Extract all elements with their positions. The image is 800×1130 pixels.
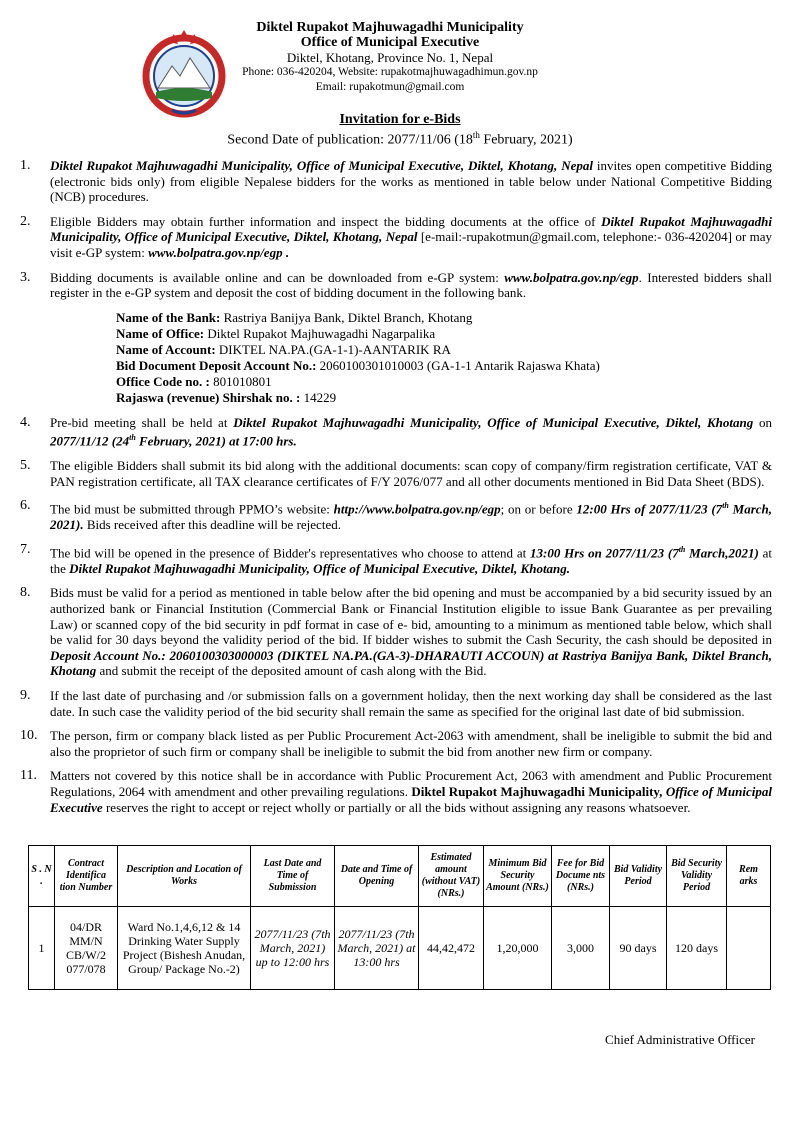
cell-submission: 2077/11/23 (7th March, 2021) up to 12:00 hrs [251, 907, 335, 990]
bank-detail-line: Bid Document Deposit Account No.: 2060100301010003 (GA-1-1 Antarik Rajaswa Khata) [116, 357, 600, 373]
item-number: 8. [20, 585, 31, 601]
notice-item [20, 458, 772, 489]
address: Diktel, Khotang, Province No. 1, Nepal [286, 50, 494, 65]
publication-date: Second Date of publication: 2077/11/06 (18th February, 2021) [227, 130, 573, 148]
notice-item [20, 728, 772, 759]
letterhead [200, 20, 580, 95]
contact-line: Phone: 036-420204, Website: rupakotmajhuwagadhimun.gov.np [242, 66, 538, 78]
item-number: 2. [20, 213, 31, 229]
item-number: 4. [20, 414, 31, 430]
item-number: 11. [20, 768, 37, 784]
table-header-cell: Bid Security Validity Period [667, 846, 727, 907]
notice-item [20, 542, 772, 577]
table-header-cell: Bid Validity Period [610, 846, 667, 907]
office-name: Office of Municipal Executive [300, 35, 480, 50]
table-header-cell: Description and Location of Works [118, 846, 251, 907]
table-header-cell: Contract Identifica tion Number [55, 846, 118, 907]
table-header-row [29, 846, 771, 907]
bids-table [28, 845, 771, 990]
table-header-cell: Rem arks [727, 846, 771, 907]
bank-details [116, 310, 772, 406]
bank-detail-line: Rajaswa (revenue) Shirshak no. : 14229 [116, 389, 337, 405]
item-text: The eligible Bidders shall submit its bid along with the additional documents: scan copy of company/firm registration certificate, VAT & PAN registration certificate, all TAX clearance certificates of F/Y 2076/077 and all other documents mentioned in Bid Data Sheet (BDS). [50, 458, 772, 489]
table-header-cell: Fee for Bid Docume nts (NRs.) [552, 846, 610, 907]
item-number: 1. [20, 158, 31, 173]
bank-detail-line: Name of Office: Diktel Rupakot Majhuwagadhi Nagarpalika [116, 325, 436, 341]
notice-item [20, 688, 772, 719]
cell-estimated: 44,42,472 [419, 907, 484, 990]
item-text: The person, firm or company black listed as per Public Procurement Act-2063 with amendment, shall be ineligible to submit the bid and also the proprietor of such firm or company shall be ineligible to submit the bid from another new firm or company. [50, 728, 772, 759]
cell-description: Ward No.1,4,6,12 & 14 Drinking Water Supply Project (Bishesh Anudan, Group/ Package No.-2) [118, 907, 251, 990]
notice-item [20, 214, 772, 261]
item-number: 10. [20, 728, 38, 744]
table-header-cell: Date and Time of Opening [335, 846, 419, 907]
item-text: Pre-bid meeting shall be held at Diktel Rupakot Majhuwagadhi Municipality, Office of Municipal Executive, Diktel, Khotang on 2077/11/12 (24th February, 2021) at 17:00 hrs. [50, 414, 773, 449]
table-row [29, 907, 771, 990]
item-number: 5. [20, 458, 31, 474]
notice-item [20, 158, 772, 205]
item-number: 7. [20, 541, 31, 557]
item-number: 9. [20, 688, 31, 704]
notice-item [20, 585, 772, 679]
item-text: Diktel Rupakot Majhuwagadhi Municipality, Office of Municipal Executive, Diktel, Khotang, Nepal invites open competitive Bidding (electronic bids only) from eligible Nepalese bidders for the works as mentioned in table below under National Competitive Bidding (NCB) procedures. [50, 158, 772, 205]
item-text: The bid must be submitted through PPMO’s website: http://www.bolpatra.gov.np/egp; on or before 12:00 Hrs of 2077/11/23 (7th March, 2021). Bids received after this deadline will be rejected. [50, 501, 772, 533]
table-header-cell: Estimated amount (without VAT) (NRs.) [419, 846, 484, 907]
cell-remarks [727, 907, 771, 990]
item-text: The bid will be opened in the presence of Bidder's representatives who choose to attend at 13:00 Hrs on 2077/11/23 (7th March,2021) at the Diktel Rupakot Majhuwagadhi Municipality, Office of Municipal Executive, Diktel, Khotang. [50, 544, 772, 576]
org-name: Diktel Rupakot Majhuwagadhi Municipality [256, 20, 524, 35]
cell-security: 1,20,000 [484, 907, 552, 990]
bank-detail-line: Office Code no. : 801010801 [116, 373, 272, 389]
email-line: Email: rupakotmun@gmail.com [315, 81, 465, 93]
item-number: 3. [20, 269, 31, 285]
item-text: If the last date of purchasing and /or submission falls on a government holiday, then the next working day shall be considered as the last date. In such case the validity period of the bid security shall remain the same as specified for the original last date of bid submission. [50, 688, 772, 719]
item-text: Bidding documents is available online and can be downloaded from e-GP system: www.bolpatra.gov.np/egp. Interested bidders shall register in the e-GP system and deposit the cost of bidding document in the following bank. Name of the Bank: Rastriya Banijya Bank, Diktel Branch, Khotang Name of Office: Diktel Rupakot Majhuwagadhi Nagarpalika Name of Account: DIKTEL NA.PA.(GA-1-1)-AANTARIK RA Bid Document Deposit Account No.: 2060100301010003 (GA-1-1 Antarik Rajaswa Khata) Office Code no. : 801010801 Rajaswa (revenue) Shirshak no. : 14229 [50, 269, 772, 405]
item-text: Eligible Bidders may obtain further information and inspect the bidding documents at the office of Diktel Rupakot Majhuwagadhi Municipality, Office of Municipal Executive, Diktel, Khotang, Nepal [e-mail:-rupakotmun@gmail.com, telephone:- 036-420204] or may visit e-GP system: www.bolpatra.gov.np/egp . [50, 213, 772, 260]
table-header-cell: Minimum Bid Security Amount (NRs.) [484, 846, 552, 907]
notice-item [20, 768, 772, 815]
cell-opening: 2077/11/23 (7th March, 2021) at 13:00 hrs [335, 907, 419, 990]
table-header-cell: Last Date and Time of Submission [251, 846, 335, 907]
notice-items [20, 158, 772, 824]
bank-detail-line: Name of Account: DIKTEL NA.PA.(GA-1-1)-AANTARIK RA [116, 341, 451, 357]
item-number: 6. [20, 498, 31, 514]
notice-item [20, 498, 772, 533]
notice-item [20, 415, 772, 450]
table-header-cell: S . N . [29, 846, 55, 907]
cell-validity: 90 days [610, 907, 667, 990]
signature-title: Chief Administrative Officer [605, 1032, 755, 1047]
cell-fee: 3,000 [552, 907, 610, 990]
item-text: Matters not covered by this notice shall be in accordance with Public Procurement Act, 2063 with amendment and Public Procurement Regulations, 2064 with amendment and other prevailing regulations. Diktel Rupakot Majhuwagadhi Municipality, Office of Municipal Executive reserves the right to accept or reject wholly or partially or all the bids without assigning any reasons whatsoever. [50, 768, 772, 815]
cell-sn: 1 [29, 907, 55, 990]
item-text: Bids must be valid for a period as mentioned in table below after the bid opening and must be accompanied by a bid security issued by an authorized bank or Financial Institution (Commercial Bank or Financial Institution eligible to issue Bank Guarantee as per prevailing Law) or scanned copy of the bid security in pdf format in case of e- bid, amounting to a minimum as mentioned table below, which shall be valid for 30 days beyond the validity period of the bid. If bidder wishes to submit the Cash Security, the cash should be deposited in Deposit Account No.: 2060100303000003 (DIKTEL NA.PA.(GA-3)-DHARAUTI ACCOUN) at Rastriya Banijya Bank, Diktel Branch, Khotang and submit the receipt of the deposited amount of cash along with the Bid. [50, 585, 772, 679]
notice-item [20, 270, 772, 406]
notice-title: Invitation for e-Bids [339, 112, 461, 127]
cell-security-validity: 120 days [667, 907, 727, 990]
bank-detail-line: Name of the Bank: Rastriya Banijya Bank, Diktel Branch, Khotang [116, 309, 473, 325]
cell-contract-id: 04/DR MM/N CB/W/2 077/078 [55, 907, 118, 990]
